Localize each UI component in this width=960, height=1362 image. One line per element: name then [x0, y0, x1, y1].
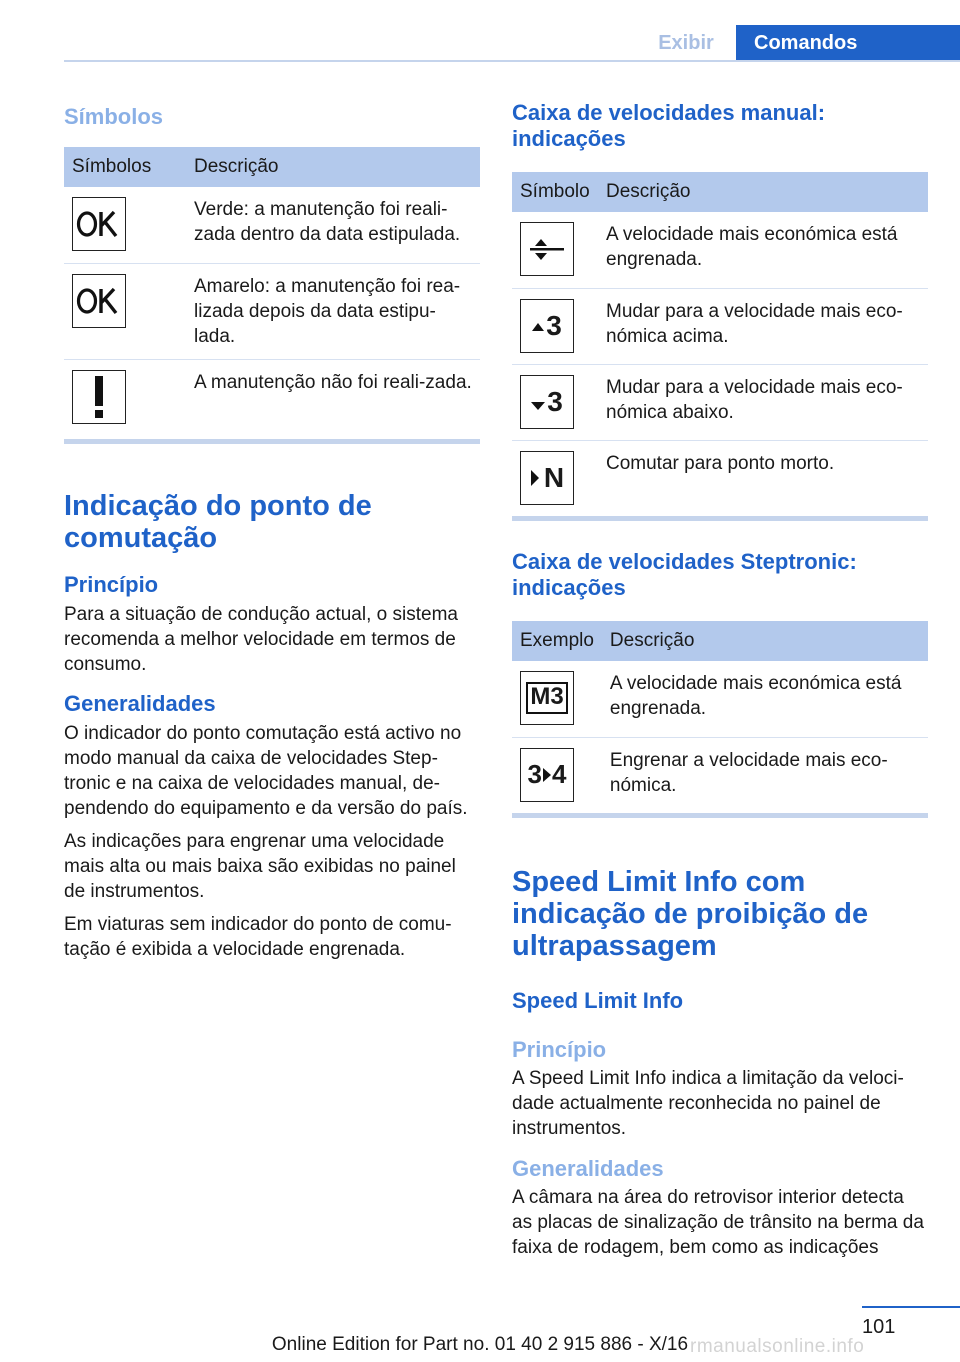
generalidades-p1: O indicador do ponto comutação está activo no modo manual da caixa de velocidades Step-tronic e na caixa de velocidades manual, de-pendendo do equipamento e da versão do país. — [64, 723, 468, 819]
row-description: Amarelo: a manutenção foi rea-lizada depois da data estipu-lada. — [186, 263, 480, 359]
table-row — [512, 440, 928, 516]
row-description: Verde: a manutenção foi reali-zada dentro da data estipulada. — [186, 187, 480, 263]
table-row — [512, 288, 928, 364]
table-end-rule — [512, 813, 928, 818]
edition-text: Online Edition for Part no. 01 40 2 915 886 - X/16 — [271, 1334, 689, 1355]
col-header-symbols: Símbolos — [64, 147, 186, 187]
footer-rule — [862, 1306, 960, 1308]
gear-label: 3 — [547, 385, 563, 417]
gear-label: M3 — [530, 683, 564, 710]
table-row — [64, 263, 480, 359]
col-header-description: Descrição — [598, 172, 928, 212]
shift-up-3-icon — [520, 299, 574, 353]
page-number: 101 — [862, 1316, 896, 1338]
table-header-row — [512, 621, 928, 661]
generalidades-heading: Generalidades — [64, 691, 216, 716]
ok-icon — [72, 197, 126, 251]
col-header-example: Exemplo — [512, 621, 602, 661]
table-header-row — [512, 172, 928, 212]
generalidades-heading-right: Generalidades — [512, 1156, 664, 1181]
principio-heading: Princípio — [64, 572, 159, 597]
tab-exibir[interactable]: Exibir — [658, 32, 714, 54]
gear-label-to: 4 — [552, 759, 567, 789]
table-row — [512, 212, 928, 288]
simbolos-heading: Símbolos — [64, 104, 164, 129]
ok-icon — [72, 274, 126, 328]
header-rule — [64, 60, 960, 62]
col-header-symbol: Símbolo — [512, 172, 598, 212]
table-header-row — [64, 147, 480, 187]
steptronic-table — [512, 621, 928, 813]
table-row — [512, 737, 928, 813]
row-description: Engrenar a velocidade mais eco-nómica. — [609, 749, 888, 796]
shift-down-3-icon — [520, 375, 574, 429]
row-description: A velocidade mais económica está engrenada. — [598, 212, 928, 288]
right-column — [512, 100, 928, 1260]
neutral-icon — [520, 451, 574, 505]
gear-label: 3 — [546, 309, 562, 341]
gear-label-from: 3 — [527, 759, 542, 789]
table-end-rule — [512, 516, 928, 521]
speed-limit-heading: Speed Limit Info com indicação de proibição de ultrapassagem — [512, 866, 869, 962]
principio-text-right: A Speed Limit Info indica a limitação da veloci-dade actualmente reconhecida no painel de instrumentos. — [512, 1068, 904, 1139]
table-row — [64, 187, 480, 263]
m3-icon — [520, 671, 574, 725]
generalidades-p3: Em viaturas sem indicador do ponto de comu-tação é exibida a velocidade engrenada. — [64, 914, 452, 960]
table-row — [512, 364, 928, 440]
row-description: Comutar para ponto morto. — [606, 452, 835, 474]
left-column — [64, 100, 480, 962]
col-header-description: Descrição — [602, 621, 928, 661]
steptronic-heading: Caixa de velocidades Steptronic: indicações — [512, 549, 857, 600]
table-end-rule — [64, 439, 480, 444]
generalidades-text-right: A câmara na área do retrovisor interior detecta as placas de sinalização de trânsito na berma da faixa de rodagem, bem como as indicações — [512, 1187, 924, 1258]
principio-heading-right: Princípio — [512, 1037, 607, 1062]
maintenance-symbols-table — [64, 147, 480, 435]
manual-gearbox-heading: Caixa de velocidades manual: indicações — [512, 100, 826, 151]
row-description: A manutenção não foi reali-zada. — [194, 371, 472, 393]
manual-gearbox-table — [512, 172, 928, 516]
speed-limit-info-heading: Speed Limit Info — [512, 988, 684, 1013]
table-row — [64, 359, 480, 435]
3-to-4-icon — [520, 748, 574, 802]
principio-text: Para a situação de condução actual, o sistema recomenda a melhor velocidade em termos de consumo. — [64, 604, 458, 675]
table-row — [512, 661, 928, 737]
generalidades-p2: As indicações para engrenar uma velocidade mais alta ou mais baixa são exibidas no painel de instrumentos. — [64, 831, 456, 902]
tab-comandos[interactable]: Comandos — [736, 25, 960, 61]
shift-point-heading: Indicação do ponto de comutação — [64, 490, 372, 554]
gear-label: N — [543, 461, 565, 493]
watermark: rmanualsonline.info — [690, 1336, 865, 1357]
m3-frame — [526, 682, 567, 714]
exclamation-icon — [72, 370, 126, 424]
col-header-description: Descrição — [186, 147, 480, 187]
row-description: Mudar para a velocidade mais eco-nómica acima. — [598, 288, 928, 364]
row-description: Mudar para a velocidade mais eco-nómica abaixo. — [598, 364, 928, 440]
row-description: A velocidade mais económica está engrenada. — [602, 661, 928, 737]
gear-engaged-icon — [520, 222, 574, 276]
